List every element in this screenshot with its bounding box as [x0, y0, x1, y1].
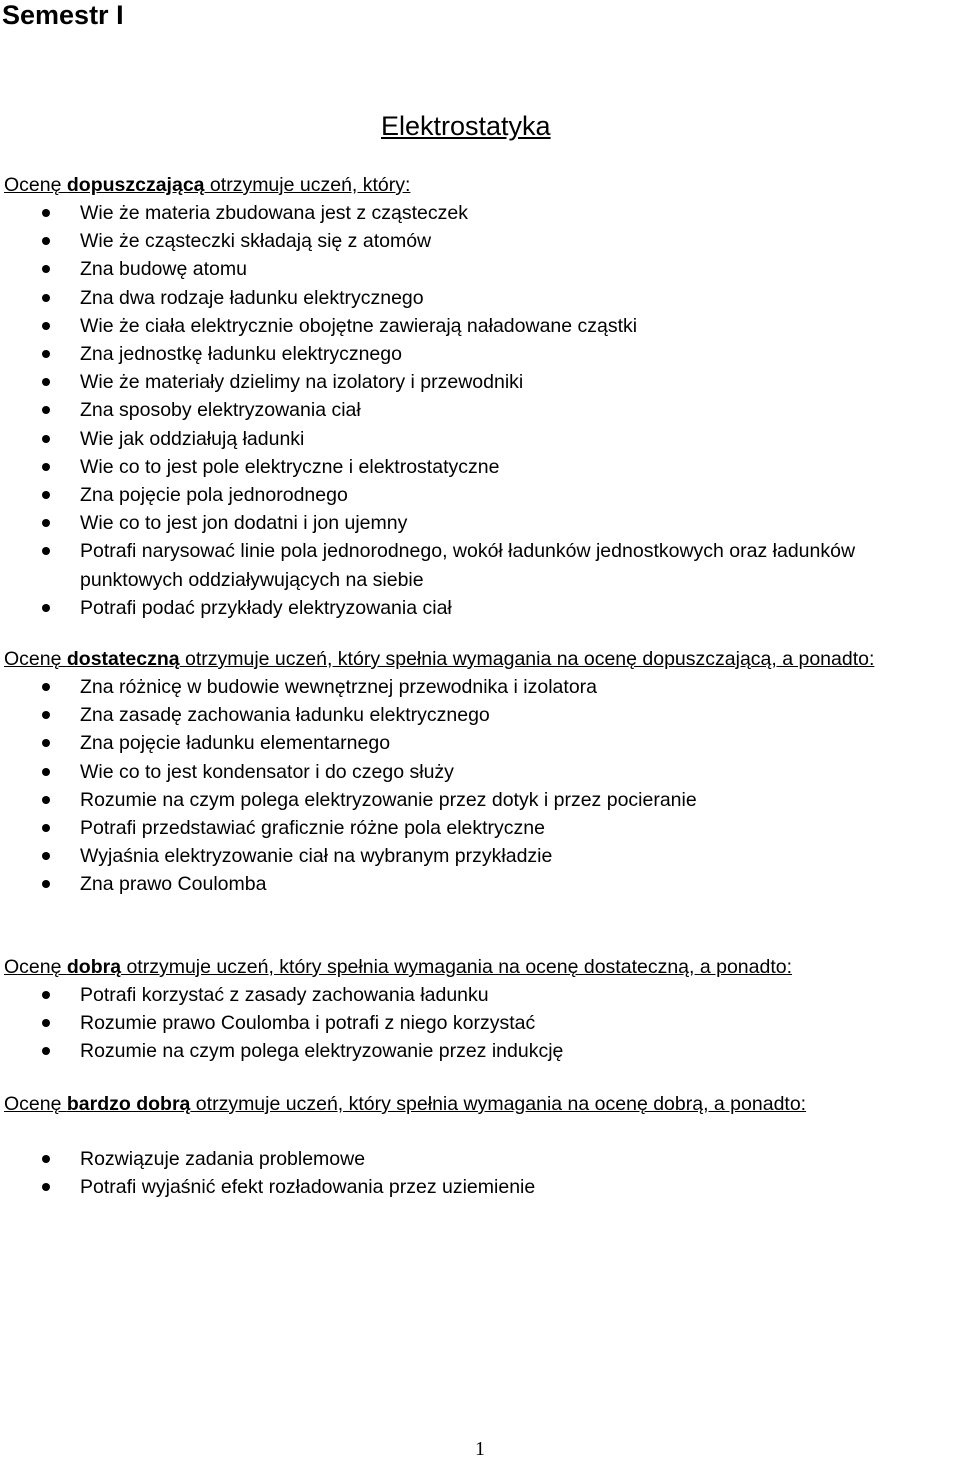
heading-suffix: otrzymuje uczeń, który spełnia wymagania na ocenę dostateczną, a ponadto: — [121, 956, 793, 978]
bullet-icon — [42, 852, 50, 860]
bullet-icon — [42, 1019, 50, 1027]
list-item-text: Zna dwa rodzaje ładunku elektrycznego — [80, 286, 424, 309]
bullet-icon — [42, 406, 50, 414]
heading-suffix: otrzymuje uczeń, który spełnia wymagania na ocenę dobrą, a ponadto: — [190, 1093, 807, 1115]
list-item — [4, 368, 960, 396]
list-item — [4, 870, 960, 898]
list-item — [4, 509, 960, 537]
grade-name: dopuszczającą — [66, 174, 205, 196]
list-item — [4, 340, 960, 368]
bullet-icon — [42, 491, 50, 499]
bullet-icon — [42, 604, 50, 612]
bullet-icon — [42, 768, 50, 776]
bullet-icon — [42, 824, 50, 832]
topic-title: Elektrostatyka — [381, 111, 551, 141]
bullet-icon — [42, 796, 50, 804]
section-grade-very-good — [4, 1090, 960, 1201]
list-item — [4, 537, 960, 593]
list-item-text: Zna sposoby elektryzowania ciał — [80, 399, 361, 422]
list-item — [4, 481, 960, 509]
list-item — [4, 701, 960, 729]
requirements-list — [4, 199, 960, 622]
list-item — [4, 729, 960, 757]
list-item-text: Zna jednostkę ładunku elektrycznego — [80, 343, 402, 366]
list-item — [4, 758, 960, 786]
list-item — [4, 814, 960, 842]
bullet-icon — [42, 463, 50, 471]
requirements-list — [4, 1145, 960, 1201]
list-item-text: Zna pojęcie pola jednorodnego — [80, 484, 348, 507]
list-item-text: Wie że materia zbudowana jest z cząsteczek — [80, 202, 469, 224]
list-item-text: Zna budowę atomu — [80, 258, 247, 281]
list-item — [4, 594, 960, 622]
list-item-text: Zna zasadę zachowania ładunku elektrycznego — [80, 704, 490, 727]
list-item-text: Wie że materiały dzielimy na izolatory i przewodniki — [80, 371, 524, 394]
requirements-list — [4, 981, 960, 1066]
bullet-icon — [42, 1155, 50, 1163]
list-item — [4, 199, 960, 227]
bullet-icon — [42, 350, 50, 358]
list-item — [4, 1173, 960, 1201]
list-item-text: Wie co to jest kondensator i do czego służy — [80, 760, 454, 783]
list-item — [4, 786, 960, 814]
list-item-text: Potrafi korzystać z zasady zachowania ładunku — [80, 984, 489, 1006]
list-item — [4, 1145, 960, 1173]
heading-prefix: Ocenę — [4, 174, 67, 196]
heading-suffix: otrzymuje uczeń, który: — [204, 174, 411, 196]
grade-name: dobrą — [66, 956, 122, 978]
bullet-icon — [42, 265, 50, 273]
list-item-text: Rozumie na czym polega elektryzowanie przez indukcję — [80, 1040, 564, 1063]
list-item — [4, 227, 960, 255]
bullet-icon — [42, 880, 50, 888]
semester-title: Semestr I — [2, 0, 124, 30]
list-item-text: Wie że cząsteczki składają się z atomów — [80, 230, 432, 253]
list-item-text: Rozwiązuje zadania problemowe — [80, 1148, 366, 1170]
list-item-text: Wyjaśnia elektryzowanie ciał na wybranym przykładzie — [80, 845, 553, 868]
heading-prefix: Ocenę — [4, 956, 67, 978]
bullet-icon — [42, 378, 50, 386]
section-heading — [4, 1090, 960, 1118]
page-number: 1 — [475, 1438, 485, 1460]
list-item-text: Zna pojęcie ładunku elementarnego — [80, 732, 391, 755]
list-item — [4, 396, 960, 424]
list-item — [4, 981, 960, 1009]
list-item — [4, 312, 960, 340]
section-heading — [4, 953, 960, 981]
list-item-text: Potrafi narysować linie pola jednorodnego, wokół ładunków jednostkowych oraz ładunków punktowych oddziaływujących na siebie — [80, 540, 856, 591]
bullet-icon — [42, 739, 50, 747]
list-item-text: Wie jak oddziałują ładunki — [80, 427, 305, 450]
list-item-text: Rozumie na czym polega elektryzowanie przez dotyk i przez pocieranie — [80, 788, 697, 811]
list-item-text: Wie że ciała elektrycznie obojętne zawierają naładowane cząstki — [80, 314, 638, 337]
section-heading — [4, 645, 960, 673]
bullet-icon — [42, 1183, 50, 1191]
list-item-text: Wie co to jest pole elektryczne i elektrostatyczne — [80, 455, 500, 478]
section-grade-satisfactory — [4, 645, 960, 899]
list-item-text: Potrafi podać przykłady elektryzowania ciał — [80, 596, 452, 619]
list-item — [4, 284, 960, 312]
bullet-icon — [42, 237, 50, 245]
list-item — [4, 453, 960, 481]
list-item-text: Potrafi wyjaśnić efekt rozładowania przez uziemienie — [80, 1176, 536, 1199]
bullet-icon — [42, 547, 50, 555]
requirements-list — [4, 673, 960, 899]
list-item-text: Rozumie prawo Coulomba i potrafi z niego korzystać — [80, 1012, 536, 1035]
section-grade-sufficient-minimum — [4, 171, 960, 622]
bullet-icon — [42, 991, 50, 999]
section-heading — [4, 171, 960, 199]
list-item-text: Wie co to jest jon dodatni i jon ujemny — [80, 512, 408, 535]
list-item-text: Potrafi przedstawiać graficznie różne pola elektryczne — [80, 817, 545, 840]
bullet-icon — [42, 209, 50, 217]
list-item — [4, 425, 960, 453]
grade-name: dostateczną — [66, 648, 180, 670]
list-item — [4, 255, 960, 283]
list-item — [4, 673, 960, 701]
list-item — [4, 1009, 960, 1037]
heading-prefix: Ocenę — [4, 1093, 67, 1115]
bullet-icon — [42, 711, 50, 719]
list-item — [4, 1037, 960, 1065]
bullet-icon — [42, 683, 50, 691]
list-item — [4, 842, 960, 870]
bullet-icon — [42, 435, 50, 443]
bullet-icon — [42, 1047, 50, 1055]
bullet-icon — [42, 519, 50, 527]
bullet-icon — [42, 322, 50, 330]
grade-name: bardzo dobrą — [66, 1093, 191, 1115]
section-grade-good — [4, 953, 960, 1066]
list-item-text: Zna prawo Coulomba — [80, 873, 267, 896]
list-item-text: Zna różnicę w budowie wewnętrznej przewodnika i izolatora — [80, 676, 598, 698]
bullet-icon — [42, 294, 50, 302]
heading-suffix: otrzymuje uczeń, który spełnia wymagania na ocenę dopuszczającą, a ponadto: — [179, 648, 875, 670]
heading-prefix: Ocenę — [4, 648, 67, 670]
